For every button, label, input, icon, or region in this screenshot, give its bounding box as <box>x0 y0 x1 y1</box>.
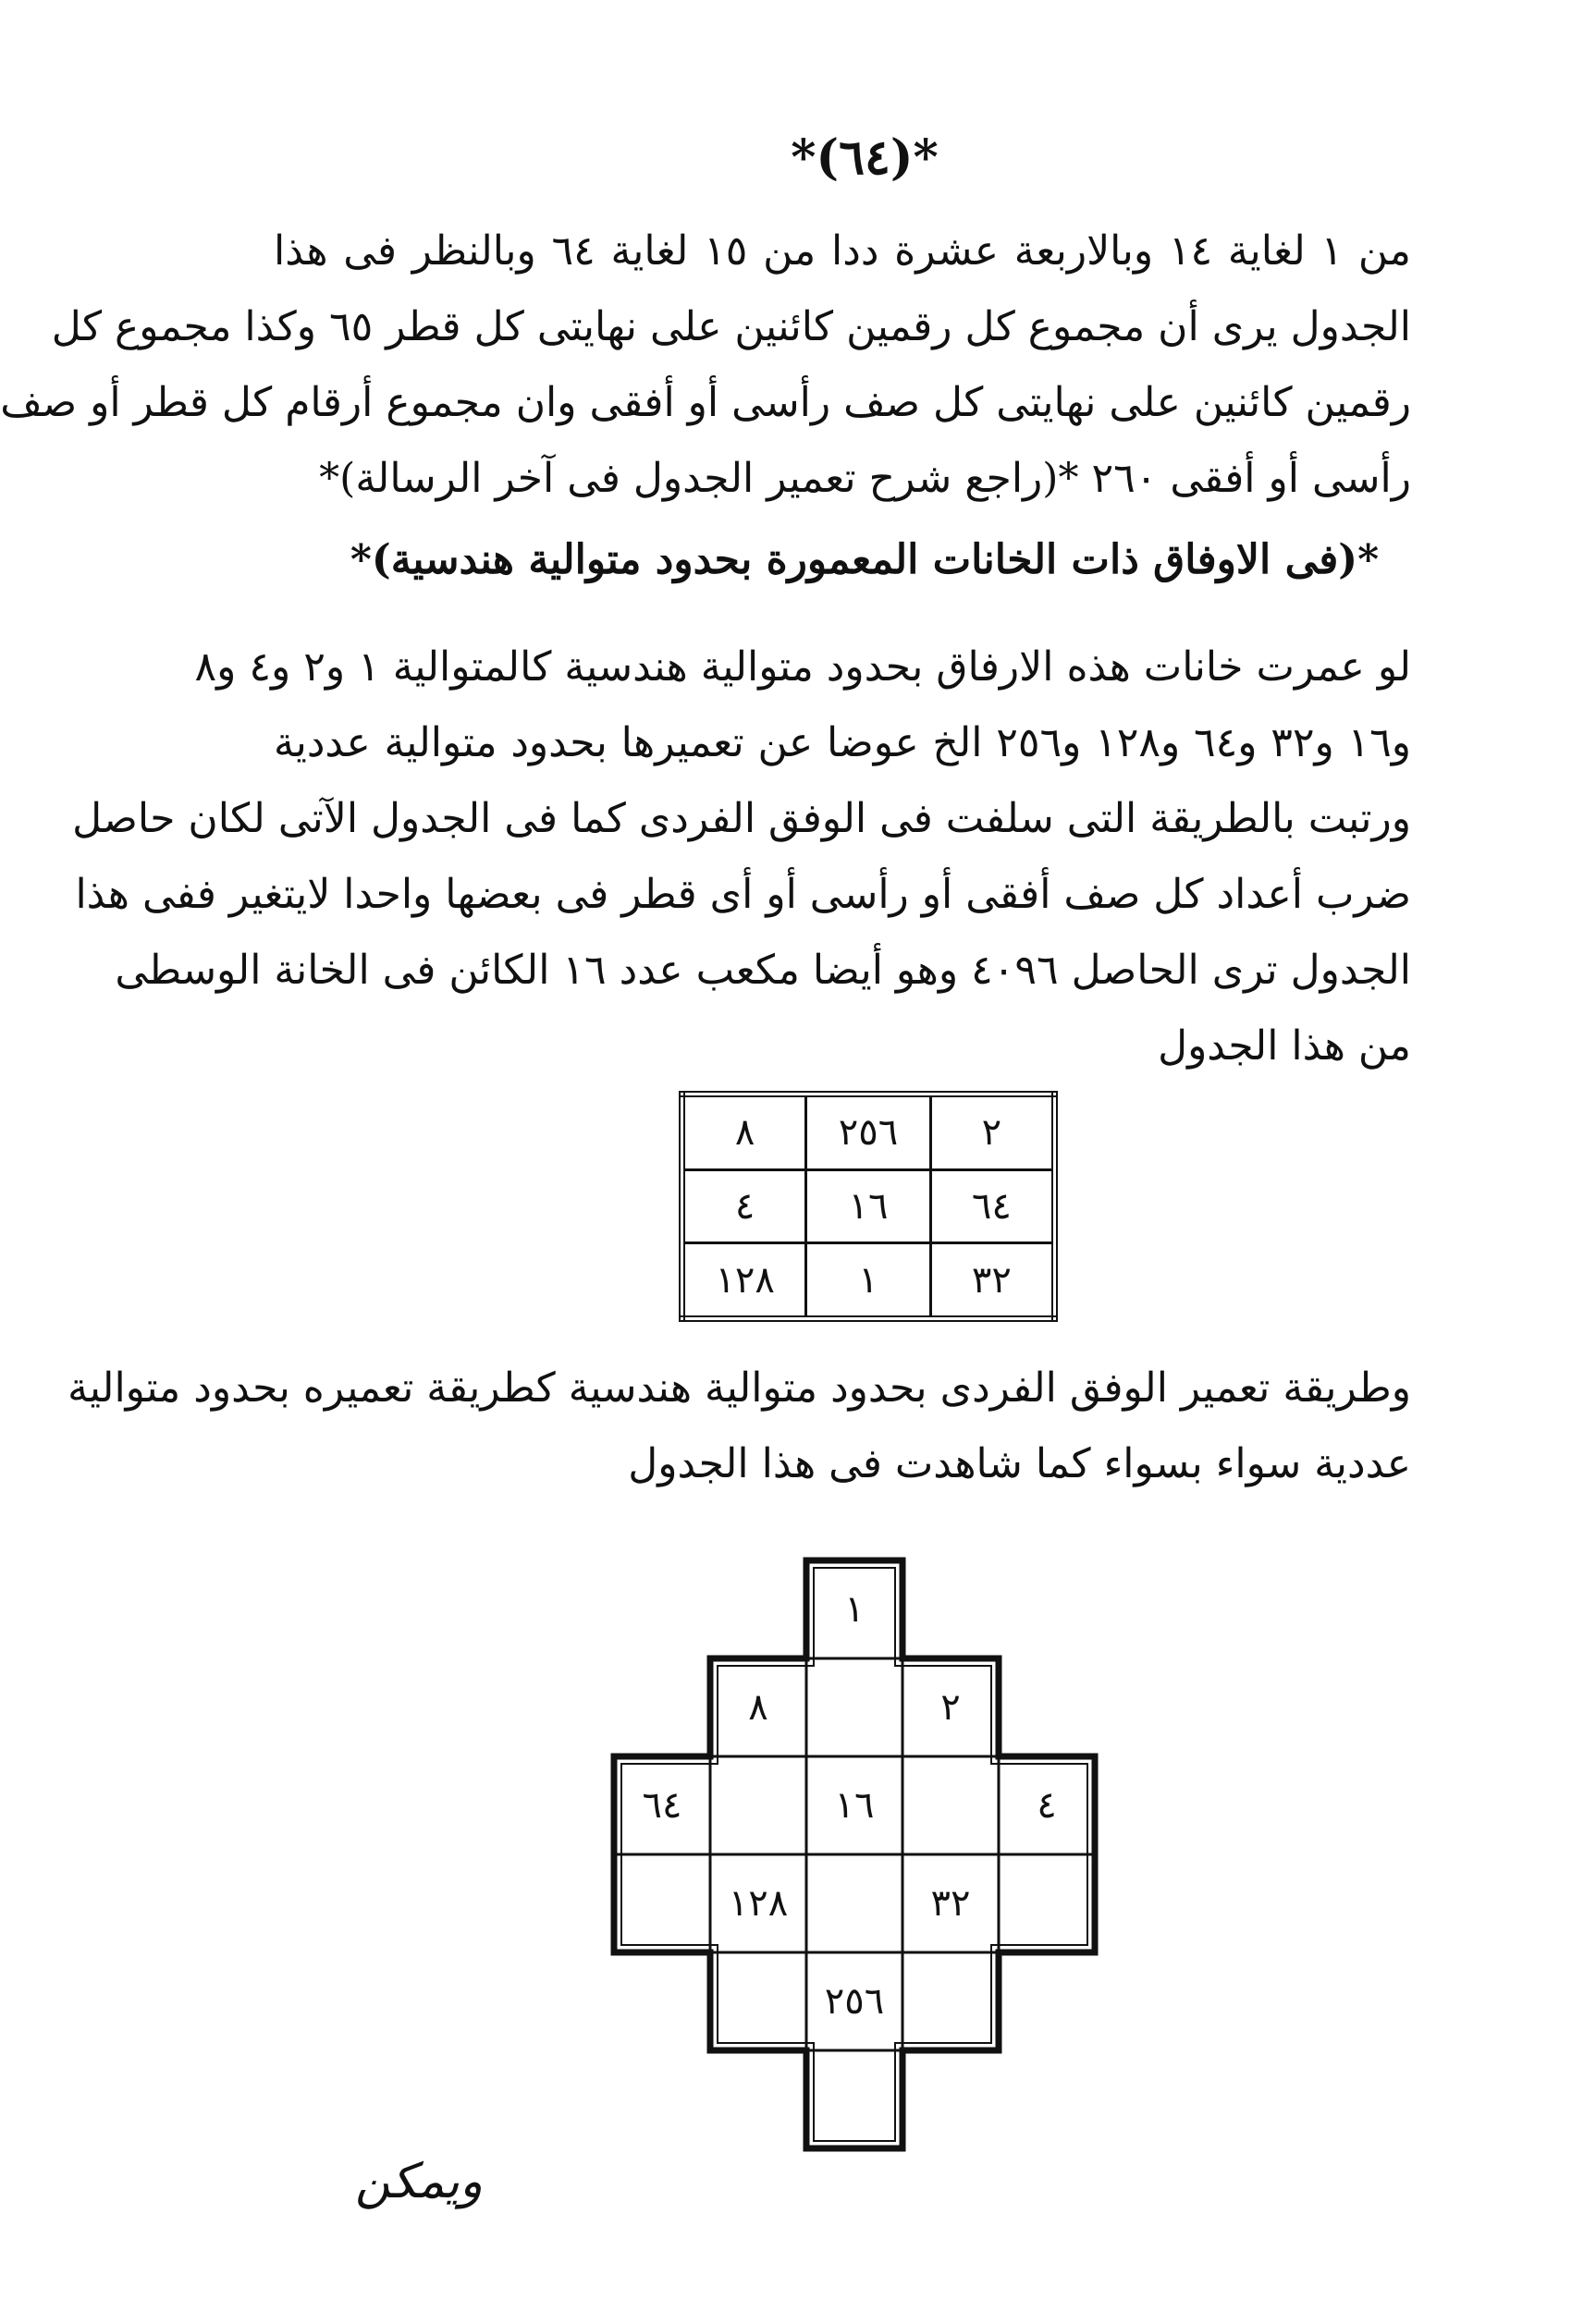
text-line: من هذا الجدول <box>1158 1022 1411 1070</box>
table-cell: ١٦ <box>806 1169 930 1243</box>
diamond-cell: ١٢٨ <box>728 1882 789 1925</box>
diamond-cell: ٢٥٦ <box>824 1980 885 2023</box>
diamond-cell: ٤ <box>1037 1784 1057 1827</box>
diamond-cell: ٢ <box>940 1686 961 1729</box>
diamond-cell: ٨ <box>748 1686 768 1729</box>
table-cell: ٦٤ <box>930 1169 1054 1243</box>
table-cell: ٣٢ <box>930 1243 1054 1319</box>
diamond-cell: ٣٢ <box>930 1882 971 1925</box>
table-cell: ١ <box>806 1243 930 1319</box>
table-cell: ٢٥٦ <box>806 1095 930 1170</box>
diamond-cell: ١ <box>844 1588 865 1631</box>
text-line: من ١ لغاية ١٤ وبالاربعة عشرة ددا من ١٥ لغاية ٦٤ وبالنظر فى هذا <box>274 227 1411 275</box>
catchword: ويمكن <box>355 2154 483 2209</box>
table-row <box>682 1095 1055 1170</box>
page-number: *(٦٤)* <box>791 129 939 186</box>
text-line: وطريقة تعمير الوفق الفردى بحدود متوالية هندسية كطريقة تعميره بحدود متوالية <box>68 1364 1411 1412</box>
section-heading: *(فى الاوفاق ذات الخانات المعمورة بحدود متوالية هندسية)* <box>350 536 1380 583</box>
text-line: عددية سواء بسواء كما شاهدت فى هذا الجدول <box>628 1440 1411 1487</box>
text-line: لو عمرت خانات هذه الارفاق بحدود متوالية هندسية كالمتوالية ١ و٢ و٤ و٨ <box>194 643 1411 691</box>
table-cell: ٤ <box>682 1169 806 1243</box>
magic-square-table <box>679 1091 1058 1322</box>
text-line: رقمين كائنين على نهايتى كل صف رأسى أو أفقى وان مجموع أرقام كل قطر أو صف <box>0 379 1411 426</box>
text-line: الجدول ترى الحاصل ٤٠٩٦ وهو أيضا مكعب عدد ١٦ الكائن فى الخانة الوسطى <box>115 947 1411 994</box>
table-cell: ١٢٨ <box>682 1243 806 1319</box>
table-row <box>682 1243 1055 1319</box>
table-cell: ٨ <box>682 1095 806 1170</box>
text-line: و١٦ و٣٢ و٦٤ و١٢٨ و٢٥٦ الخ عوضا عن تعميرها بحدود متوالية عددية <box>274 719 1411 766</box>
text-line: ضرب أعداد كل صف أفقى أو رأسى أو أى قطر فى بعضها واحدا لايتغير ففى هذا <box>75 871 1411 918</box>
diamond-cell: ١٦ <box>834 1784 875 1827</box>
table-cell: ٢ <box>930 1095 1054 1170</box>
text-line: رأسى أو أفقى ٢٦٠ *(راجع شرح تعمير الجدول فى آخر الرسالة)* <box>319 455 1411 502</box>
diamond-cell: ٦٤ <box>642 1784 682 1827</box>
text-line: الجدول يرى أن مجموع كل رقمين كائنين على نهايتى كل قطر ٦٥ وكذا مجموع كل <box>51 303 1411 350</box>
table-row <box>682 1169 1055 1243</box>
text-line: ورتبت بالطريقة التى سلفت فى الوفق الفردى كما فى الجدول الآتى لكان حاصل <box>72 795 1411 842</box>
